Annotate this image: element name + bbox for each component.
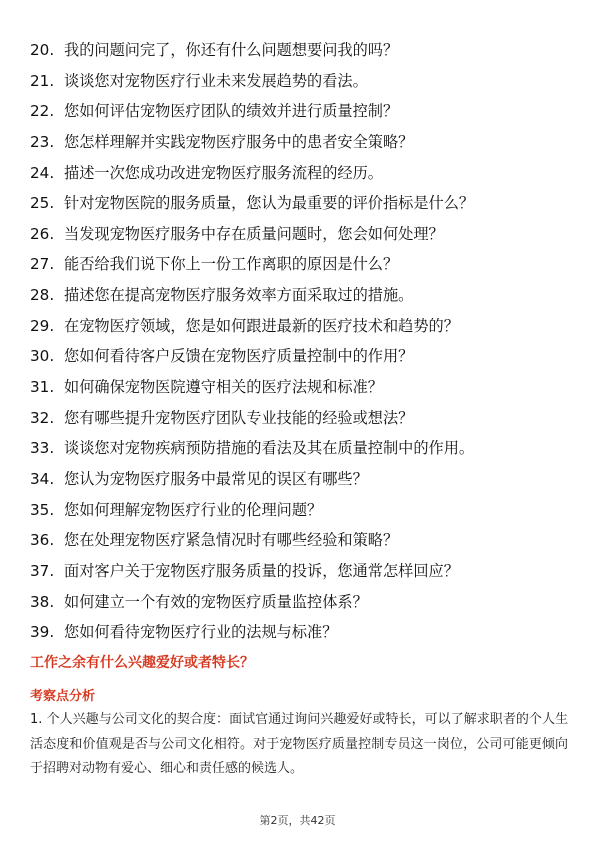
question-number: 26.	[30, 224, 55, 243]
question-text: 描述一次您成功改进宠物医疗服务流程的经历。	[64, 163, 383, 182]
question-item	[30, 249, 570, 280]
question-item	[30, 525, 570, 556]
question-item	[30, 556, 570, 587]
question-text: 针对宠物医院的服务质量，您认为最重要的评价指标是什么？	[64, 194, 475, 213]
question-item	[30, 127, 570, 158]
question-number: 34.	[30, 469, 55, 488]
question-item	[30, 495, 570, 526]
question-item	[30, 219, 570, 250]
question-item	[30, 617, 570, 648]
question-item	[30, 372, 570, 403]
question-list	[30, 35, 570, 648]
question-number: 22.	[30, 102, 55, 121]
question-text: 谈谈您对宠物医疗行业未来发展趋势的看法。	[64, 71, 368, 90]
question-number: 21.	[30, 71, 55, 90]
question-text: 描述您在提高宠物医疗服务效率方面采取过的措施。	[64, 286, 414, 305]
question-text: 您在处理宠物医疗紧急情况时有哪些经验和策略？	[64, 531, 399, 550]
question-number: 37.	[30, 561, 55, 580]
question-item	[30, 311, 570, 342]
question-number: 29.	[30, 316, 55, 335]
question-number: 31.	[30, 378, 55, 397]
question-number: 23.	[30, 132, 55, 151]
question-number: 36.	[30, 531, 55, 550]
question-text: 在宠物医疗领域，您是如何跟进最新的医疗技术和趋势的？	[64, 316, 459, 335]
question-number: 39.	[30, 623, 55, 642]
page-footer: 第2页，共42页	[259, 814, 336, 827]
question-item	[30, 403, 570, 434]
question-text: 您如何评估宠物医疗团队的绩效并进行质量控制？	[64, 102, 399, 121]
analysis-paragraph: 1. 个人兴趣与公司文化的契合度：面试官通过询问兴趣爱好或特长，可以了解求职者的个人生活态度和价值观是否与公司文化相符。对于宠物医疗质量控制专员这一岗位，公司可能更倾向于招聘对动物有爱心、细心和责任感的候选人。	[30, 712, 568, 776]
question-text: 您如何看待宠物医疗行业的法规与标准？	[64, 623, 338, 642]
question-number: 24.	[30, 163, 55, 182]
question-number: 35.	[30, 500, 55, 519]
question-item	[30, 280, 570, 311]
question-text: 如何确保宠物医院遵守相关的医疗法规和标准？	[64, 378, 383, 397]
question-text: 面对客户关于宠物医疗服务质量的投诉，您通常怎样回应？	[64, 561, 459, 580]
question-text: 您怎样理解并实践宠物医疗服务中的患者安全策略？	[64, 132, 414, 151]
question-item	[30, 96, 570, 127]
question-item	[30, 188, 570, 219]
question-text: 您如何看待客户反馈在宠物医疗质量控制中的作用？	[64, 347, 414, 366]
section-heading: 工作之余有什么兴趣爱好或者特长？	[30, 655, 254, 671]
question-item	[30, 433, 570, 464]
question-text: 能否给我们说下你上一份工作离职的原因是什么？	[64, 255, 399, 274]
question-text: 当发现宠物医疗服务中存在质量问题时，您会如何处理？	[64, 224, 444, 243]
question-item	[30, 35, 570, 66]
question-number: 32.	[30, 408, 55, 427]
question-number: 28.	[30, 286, 55, 305]
analysis-subheading: 考察点分析	[30, 689, 96, 704]
question-item	[30, 341, 570, 372]
question-number: 38.	[30, 592, 55, 611]
question-text: 我的问题问完了，你还有什么问题想要问我的吗？	[64, 41, 399, 59]
question-item	[30, 66, 570, 97]
question-number: 25.	[30, 194, 55, 213]
question-item	[30, 464, 570, 495]
question-text: 如何建立一个有效的宠物医疗质量监控体系？	[64, 592, 368, 611]
question-number: 27.	[30, 255, 55, 274]
question-item	[30, 158, 570, 189]
question-number: 33.	[30, 439, 55, 458]
question-number: 30.	[30, 347, 55, 366]
question-text: 您有哪些提升宠物医疗团队专业技能的经验或想法？	[64, 408, 414, 427]
question-text: 您认为宠物医疗服务中最常见的误区有哪些？	[64, 469, 368, 488]
question-number: 20.	[30, 41, 55, 59]
question-item	[30, 587, 570, 618]
question-text: 您如何理解宠物医疗行业的伦理问题？	[64, 500, 323, 519]
question-text: 谈谈您对宠物疾病预防措施的看法及其在质量控制中的作用。	[64, 439, 475, 458]
